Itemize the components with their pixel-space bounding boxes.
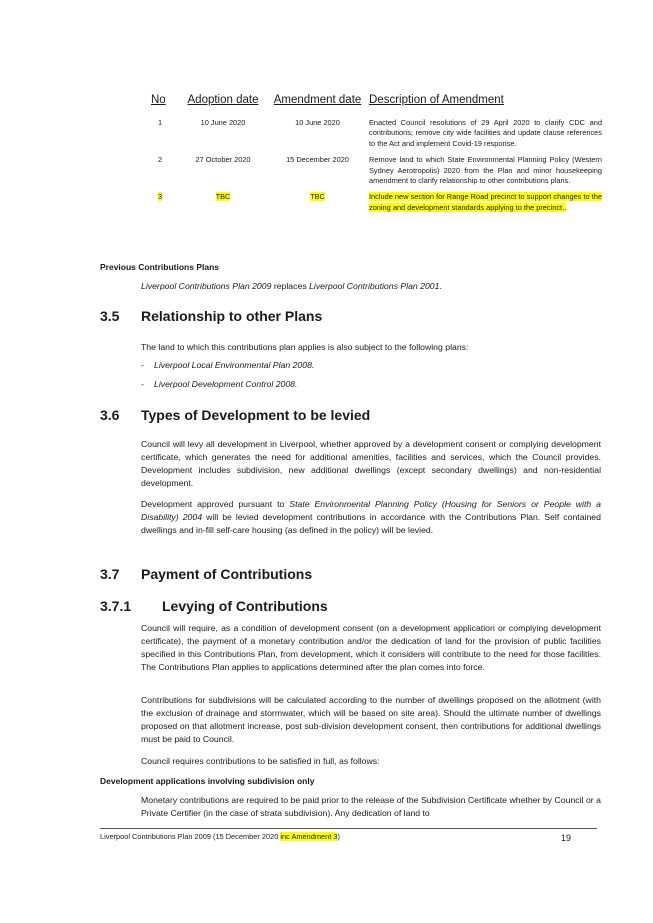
amendment-table <box>140 94 602 219</box>
section-3-7-1-paragraph: Council will require, as a condition of development consent (on a development application or complying development certificate), the payment of a monetary contribution and/or the dedication of land for the provision of public facilities specified in this Contributions Plan, from development, which it considers will contribute to the need for those facilities. The Contributions Plan applies to applications determined after the plan comes into force. <box>141 623 601 672</box>
previous-plans-text: Liverpool Contributions Plan 2009 replaces Liverpool Contributions Plan 2001. <box>141 281 442 291</box>
row-description: Include new section for Range Road precinct to support changes to the zoning and development standards applying to the precinct.. <box>369 192 602 212</box>
row-description: Remove land to which State Environmental Planning Policy (Western Sydney Aerotropolis) 2020 from the Plan and minor housekeeping amendment to clarify relationship to other contributions plans. <box>369 155 602 186</box>
header-description: Description of Amendment <box>369 94 504 106</box>
table-row <box>140 155 602 192</box>
section-3-6-paragraph: Development approved pursuant to State Environmental Planning Policy (Housing for Seniors or People with a Disability) 2004 will be levied development contributions in accordance with the Contributions Plan. Self contained dwellings and in-fill self-care housing (as defined in the policy) will be levied. <box>141 499 602 535</box>
row-amendment-date: TBC <box>310 192 325 202</box>
header-no: No <box>151 94 166 106</box>
page-number: 19 <box>561 833 572 843</box>
section-3-7-1-paragraph: Council requires contributions to be satisfied in full, as follows: <box>141 756 380 766</box>
table-header-row <box>140 94 602 118</box>
list-item: - Liverpool Development Control 2008. <box>141 379 298 389</box>
list-item: - Liverpool Local Environmental Plan 2008. <box>141 360 315 370</box>
footer-text: Liverpool Contributions Plan 2009 (15 December 2020 inc Amendment 3) <box>100 832 340 841</box>
dev-apps-paragraph: Monetary contributions are required to be paid prior to the release of the Subdivision Certificate whether by Council or a Private Certifier (in the case of strata subdivision). Any dedication of land to <box>141 795 601 818</box>
header-adoption-date: Adoption date <box>187 94 259 106</box>
section-3-7-1-paragraph: Contributions for subdivisions will be calculated according to the number of dwellings proposed on the allotment (with the exclusion of drainage and stormwater, which will be based on site area). Should the ultimate number of dwellings proposed on that allotment increase, post sub-division development consent, then contributions for additional dwellings must be paid to Council. <box>141 695 601 744</box>
section-3-5-heading: 3.5 Relationship to other Plans <box>100 308 323 324</box>
plan-2001-title: Liverpool Contributions Plan 2001 <box>309 281 440 291</box>
table-row-highlighted <box>140 192 602 219</box>
header-amendment-date: Amendment date <box>273 94 362 106</box>
table-row <box>140 118 602 155</box>
section-3-7-1-heading: 3.7.1 Levying of Contributions <box>100 598 328 614</box>
section-3-5-intro: The land to which this contributions plan applies is also subject to the following plans: <box>141 342 469 352</box>
row-no: 2 <box>157 155 163 165</box>
footer-amendment-highlight: inc Amendment 3 <box>280 832 338 841</box>
section-3-6-paragraph: Council will levy all development in Liverpool, whether approved by a development consent or complying development certificate, which generates the need for additional amenities, facilities and services, which the Council provides. Development includes subdivision, new additional dwellings (except secondary dwellings) and non-residential development. <box>141 439 601 488</box>
row-description: Enacted Council resolutions of 29 April 2020 to clarify CDC and contributions; remove city wide facilities and update clause references to the Act and implement Covid-19 response. <box>369 118 602 148</box>
row-adoption-date: 10 June 2020 <box>200 118 246 127</box>
section-3-7-heading: 3.7 Payment of Contributions <box>100 566 313 582</box>
row-adoption-date: 27 October 2020 <box>195 155 251 165</box>
footer-divider <box>100 828 597 829</box>
previous-plans-heading: Previous Contributions Plans <box>100 262 220 272</box>
row-no: 1 <box>157 118 163 127</box>
dev-apps-heading: Development applications involving subdivision only <box>100 776 315 786</box>
row-amendment-date: 10 June 2020 <box>295 118 340 127</box>
row-adoption-date: TBC <box>215 192 231 202</box>
plan-2009-title: Liverpool Contributions Plan 2009 <box>141 281 272 291</box>
row-no: 3 <box>157 192 163 202</box>
row-amendment-date: 15 December 2020 <box>286 155 349 165</box>
section-3-6-heading: 3.6 Types of Development to be levied <box>100 407 371 423</box>
